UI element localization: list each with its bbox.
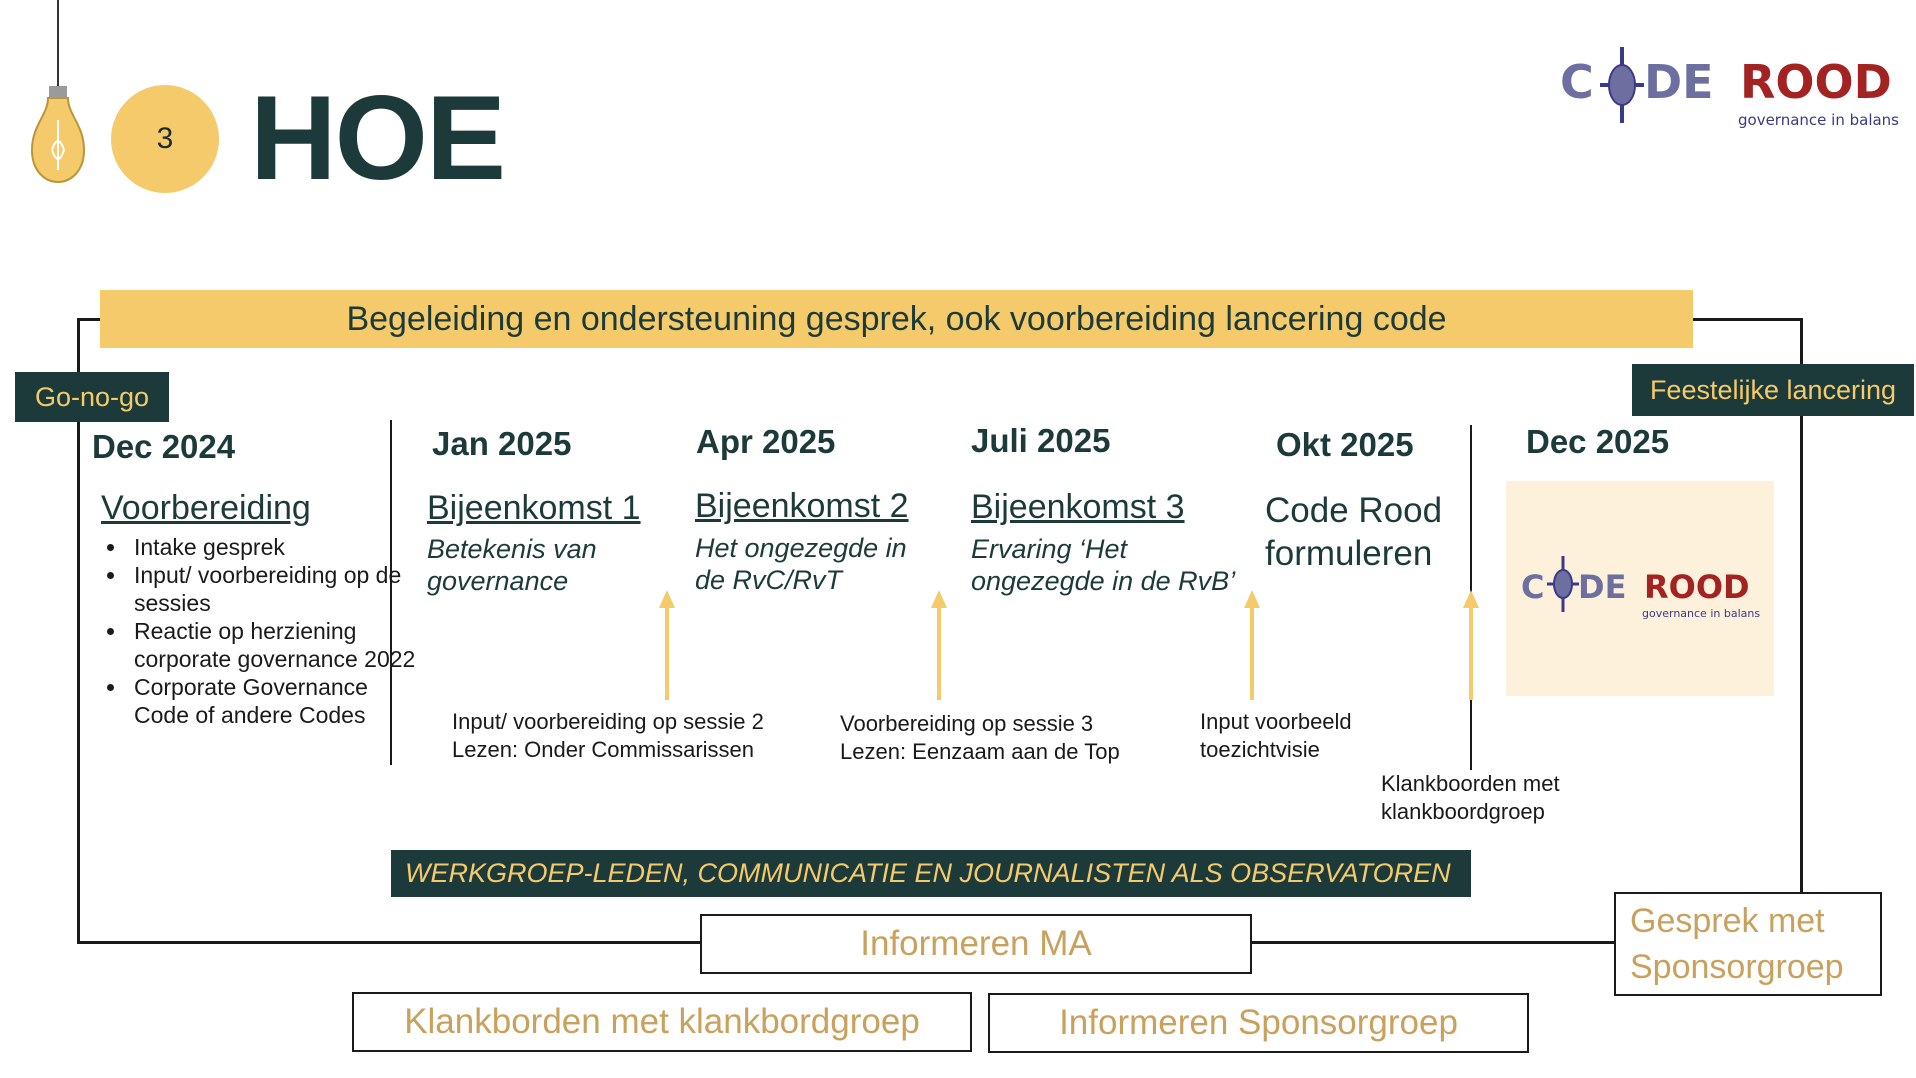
list-item: • Input/ voorbereiding op de sessies [128,561,418,617]
note-klankboorden [1381,770,1560,826]
informeren-ma-box: Informeren MA [700,914,1252,974]
svg-text:DE: DE [1644,55,1714,109]
note-line: Voorbereiding op sessie 3 [840,711,1094,736]
note-line: Klankboorden met [1381,771,1560,796]
voorbereiding-list [100,533,418,729]
date-dec-2024: Dec 2024 [92,428,236,465]
date-jan-2025: Jan 2025 [432,425,572,462]
informeren-sponsorgroep-box: Informeren Sponsorgroep [988,993,1529,1053]
heading-code-rood-formuleren: Code Rood formuleren [1265,491,1443,573]
note-line: Lezen: Eenzaam aan de Top [840,739,1120,764]
list-item: • Intake gesprek [128,533,418,561]
list-item: • Corporate Governance Code of andere Codes [128,673,418,729]
heading-bijeenkomst-2: Bijeenkomst 2 [695,487,909,525]
note-line: toezichtvisie [1200,737,1320,762]
note-sessie-3 [840,710,1120,766]
svg-text:C: C [1521,568,1545,606]
arrow-up-icon [1245,590,1259,700]
date-apr-2025: Apr 2025 [696,423,836,460]
go-no-go-tag: Go-no-go [15,372,169,422]
feestelijke-lancering-tag: Feestelijke lancering [1632,364,1914,416]
werkgroep-banner: WERKGROEP-LEDEN, COMMUNICATIE EN JOURNALISTEN ALS OBSERVATOREN [391,850,1471,897]
code-rood-logo-small [1506,481,1774,696]
arrow-up-icon [1464,590,1478,700]
subtitle-bijeenkomst-3: Ervaring ‘Het ongezegde in de RvB’ [971,534,1236,596]
svg-text:C: C [1560,55,1594,109]
list-item: • Reactie op herziening corporate governance 2022 [128,617,418,673]
svg-text:governance in balans: governance in balans [1738,111,1899,129]
note-line: Input voorbeeld [1200,709,1352,734]
note-line: Input/ voorbereiding op sessie 2 [452,709,764,734]
note-line: Lezen: Onder Commissarissen [452,737,755,762]
code-rood-logo [1560,45,1900,135]
subtitle-bijeenkomst-2: Het ongezegde in de RvC/RvT [695,533,907,595]
box-line: Sponsorgroep [1630,948,1844,986]
arrow-up-icon [932,590,946,700]
heading-voorbereiding: Voorbereiding [101,489,311,527]
note-sessie-2 [452,708,764,764]
svg-text:DE: DE [1578,568,1627,606]
gesprek-sponsorgroep-box [1614,892,1882,996]
subtitle-bijeenkomst-1: Betekenis van governance [427,534,597,596]
date-okt-2025: Okt 2025 [1276,426,1414,463]
note-line: klankboordgroep [1381,799,1545,824]
step-number-badge: 3 [111,85,219,193]
support-banner: Begeleiding en ondersteuning gesprek, ook voorbereiding lancering code [100,290,1693,348]
page-title: HOE [250,71,505,205]
svg-text:governance in balans: governance in balans [1642,607,1761,620]
lightbulb-icon [18,0,98,190]
date-dec-2025: Dec 2025 [1526,423,1670,460]
heading-bijeenkomst-1: Bijeenkomst 1 [427,489,641,527]
logo-panel [1506,481,1774,696]
klankborden-box: Klankborden met klankbordgroep [352,992,972,1052]
arrow-up-icon [660,590,674,700]
box-line: Gesprek met [1630,902,1825,940]
date-juli-2025: Juli 2025 [971,422,1111,459]
svg-text:ROOD: ROOD [1740,55,1892,109]
note-toezichtvisie [1200,708,1352,764]
heading-bijeenkomst-3: Bijeenkomst 3 [971,488,1185,526]
svg-text:ROOD: ROOD [1644,568,1750,606]
